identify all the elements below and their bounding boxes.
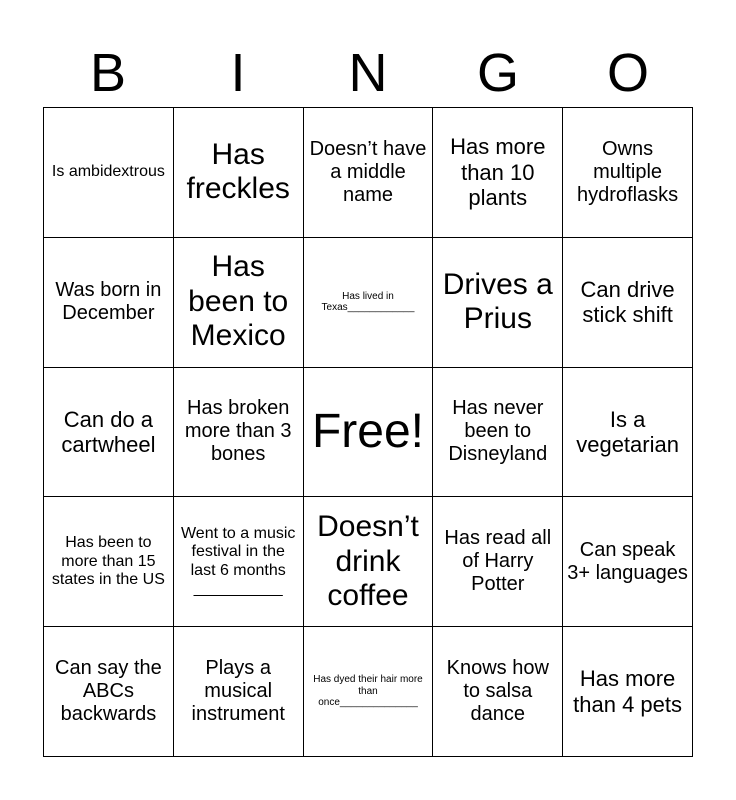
bingo-cell[interactable] — [174, 238, 304, 368]
bingo-cell[interactable] — [433, 238, 563, 368]
bingo-cell[interactable] — [44, 108, 174, 238]
cell-text: Owns multiple hydroflasks — [577, 137, 679, 206]
cell-text: Has dyed their hair more than once______________ — [313, 674, 423, 709]
bingo-cell[interactable] — [44, 368, 174, 498]
bingo-cell[interactable] — [563, 627, 693, 757]
bingo-cell[interactable] — [304, 497, 434, 627]
bingo-grid — [43, 107, 693, 757]
bingo-header — [43, 38, 693, 108]
bingo-cell[interactable] — [304, 238, 434, 368]
cell-text: Can say the ABCs backwards — [55, 657, 162, 726]
bingo-cell[interactable] — [433, 368, 563, 498]
cell-text: Knows how to salsa dance — [446, 657, 549, 726]
header-letter-g: G — [476, 43, 519, 103]
bingo-cell[interactable] — [44, 497, 174, 627]
header-letter-i: I — [230, 43, 246, 103]
free-space-text: Free! — [311, 405, 424, 459]
bingo-cell[interactable] — [174, 627, 304, 757]
header-letter-n: N — [348, 43, 388, 103]
bingo-cell[interactable] — [433, 108, 563, 238]
bingo-cell[interactable] — [563, 238, 693, 368]
bingo-cell[interactable] — [174, 108, 304, 238]
cell-text: Has been to more than 15 states in the US — [51, 534, 165, 588]
header-letter-b: B — [89, 43, 127, 103]
cell-text: Has been to Mexico — [188, 250, 289, 353]
cell-text: Is ambidextrous — [51, 163, 165, 181]
cell-text: Was born in December — [55, 279, 162, 325]
free-space-cell[interactable] — [304, 368, 434, 498]
cell-text: Is a vegetarian — [576, 406, 679, 457]
cell-text: Plays a musical instrument — [191, 657, 285, 726]
cell-text: Has lived in Texas____________ — [321, 290, 415, 314]
cell-text: Has more than 4 pets — [573, 666, 683, 717]
cell-text: Has more than 10 plants — [450, 134, 546, 211]
bingo-cell[interactable] — [563, 368, 693, 498]
cell-text: Doesn’t drink coffee — [317, 510, 419, 613]
bingo-cell[interactable] — [563, 497, 693, 627]
cell-text: Has freckles — [186, 137, 290, 206]
cell-text: Can speak 3+ languages — [567, 538, 688, 584]
header-letter-o: O — [606, 43, 649, 103]
cell-text: Can do a cartwheel — [61, 406, 156, 457]
cell-text: Went to a music festival in the last 6 months __________ — [180, 525, 296, 598]
bingo-cell[interactable] — [433, 627, 563, 757]
bingo-cell[interactable] — [304, 627, 434, 757]
cell-text: Drives a Prius — [442, 267, 553, 336]
bingo-cell[interactable] — [304, 108, 434, 238]
bingo-cell[interactable] — [563, 108, 693, 238]
cell-text: Has never been to Disneyland — [448, 397, 548, 466]
cell-text: Doesn’t have a middle name — [309, 137, 427, 206]
bingo-cell[interactable] — [174, 368, 304, 498]
cell-text: Has broken more than 3 bones — [184, 397, 292, 466]
bingo-cell[interactable] — [44, 238, 174, 368]
bingo-cell[interactable] — [174, 497, 304, 627]
cell-text: Can drive stick shift — [580, 276, 675, 328]
bingo-cell[interactable] — [44, 627, 174, 757]
cell-text: Has read all of Harry Potter — [444, 527, 552, 596]
bingo-cell[interactable] — [433, 497, 563, 627]
